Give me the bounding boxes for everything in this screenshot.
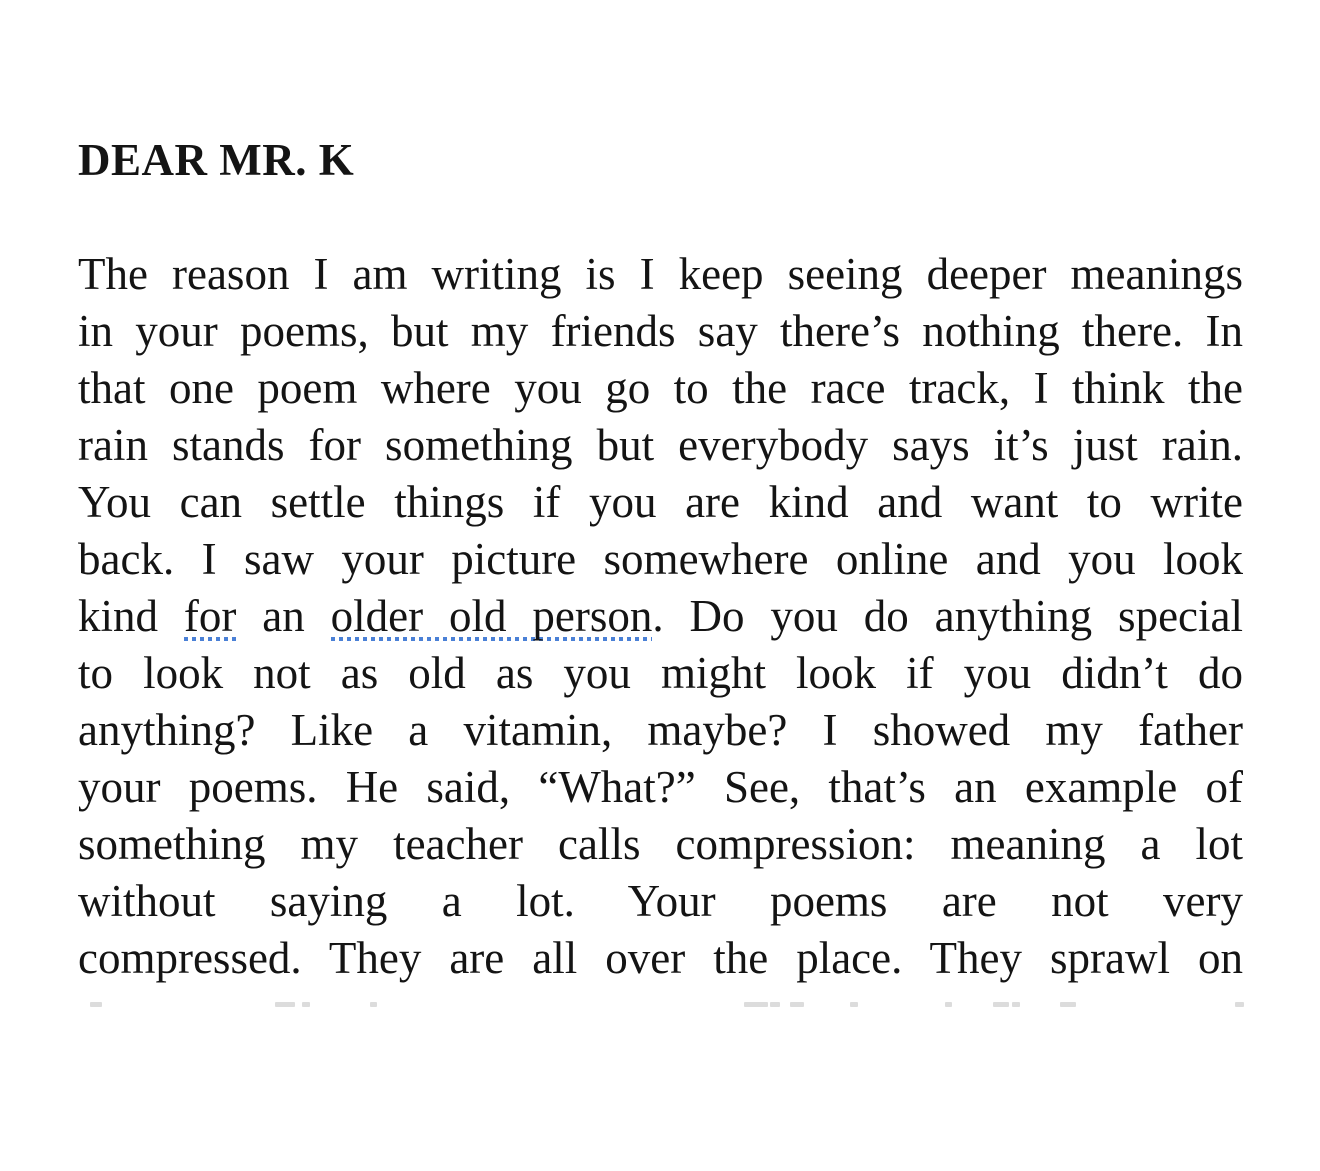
clipped-glyph-mark	[945, 1002, 952, 1007]
letter-line: anything? Like a vitamin, maybe? I showed my father	[78, 705, 1243, 755]
clipped-glyph-mark	[850, 1002, 858, 1007]
letter-line: You can settle things if you are kind and want to write	[78, 477, 1243, 527]
letter-line	[78, 588, 1243, 645]
clipped-glyph-mark	[275, 1002, 295, 1007]
clipped-glyph-mark	[1235, 1002, 1244, 1007]
letter-title: DEAR MR. K	[78, 135, 355, 185]
clipped-glyph-mark	[993, 1002, 1009, 1007]
clipped-glyph-mark	[1060, 1002, 1076, 1007]
clipped-glyph-mark	[1012, 1002, 1020, 1007]
letter-text-segment: . Do you do anything special	[652, 591, 1243, 641]
clipped-next-line	[78, 987, 1243, 1017]
clipped-glyph-mark	[790, 1002, 804, 1007]
letter-body	[78, 246, 1243, 987]
letter-line: something my teacher calls compression: meaning a lot	[78, 819, 1243, 869]
letter-line: in your poems, but my friends say there’s nothing there. In	[78, 306, 1243, 356]
letter-line: without saying a lot. Your poems are not very	[78, 876, 1243, 926]
clipped-glyph-mark	[744, 1002, 768, 1007]
clipped-glyph-mark	[302, 1002, 310, 1007]
clipped-glyph-mark	[770, 1002, 780, 1007]
letter-line: back. I saw your picture somewhere online and you look	[78, 534, 1243, 584]
letter-line: rain stands for something but everybody says it’s just rain.	[78, 420, 1243, 470]
grammar-check-underlined-word: older old person	[330, 591, 653, 641]
clipped-glyph-mark	[370, 1002, 377, 1007]
letter-line: to look not as old as you might look if you didn’t do	[78, 648, 1243, 698]
letter-line: compressed. They are all over the place. They sprawl on	[78, 933, 1243, 983]
letter-line: The reason I am writing is I keep seeing deeper meanings	[78, 249, 1243, 299]
letter-line: that one poem where you go to the race track, I think the	[78, 363, 1243, 413]
letter-text-segment: kind	[78, 591, 184, 641]
letter-line: your poems. He said, “What?” See, that’s an example of	[78, 762, 1243, 812]
grammar-check-underlined-word: for	[183, 591, 237, 641]
letter-text-segment: an	[236, 591, 331, 641]
clipped-glyph-mark	[90, 1002, 102, 1007]
